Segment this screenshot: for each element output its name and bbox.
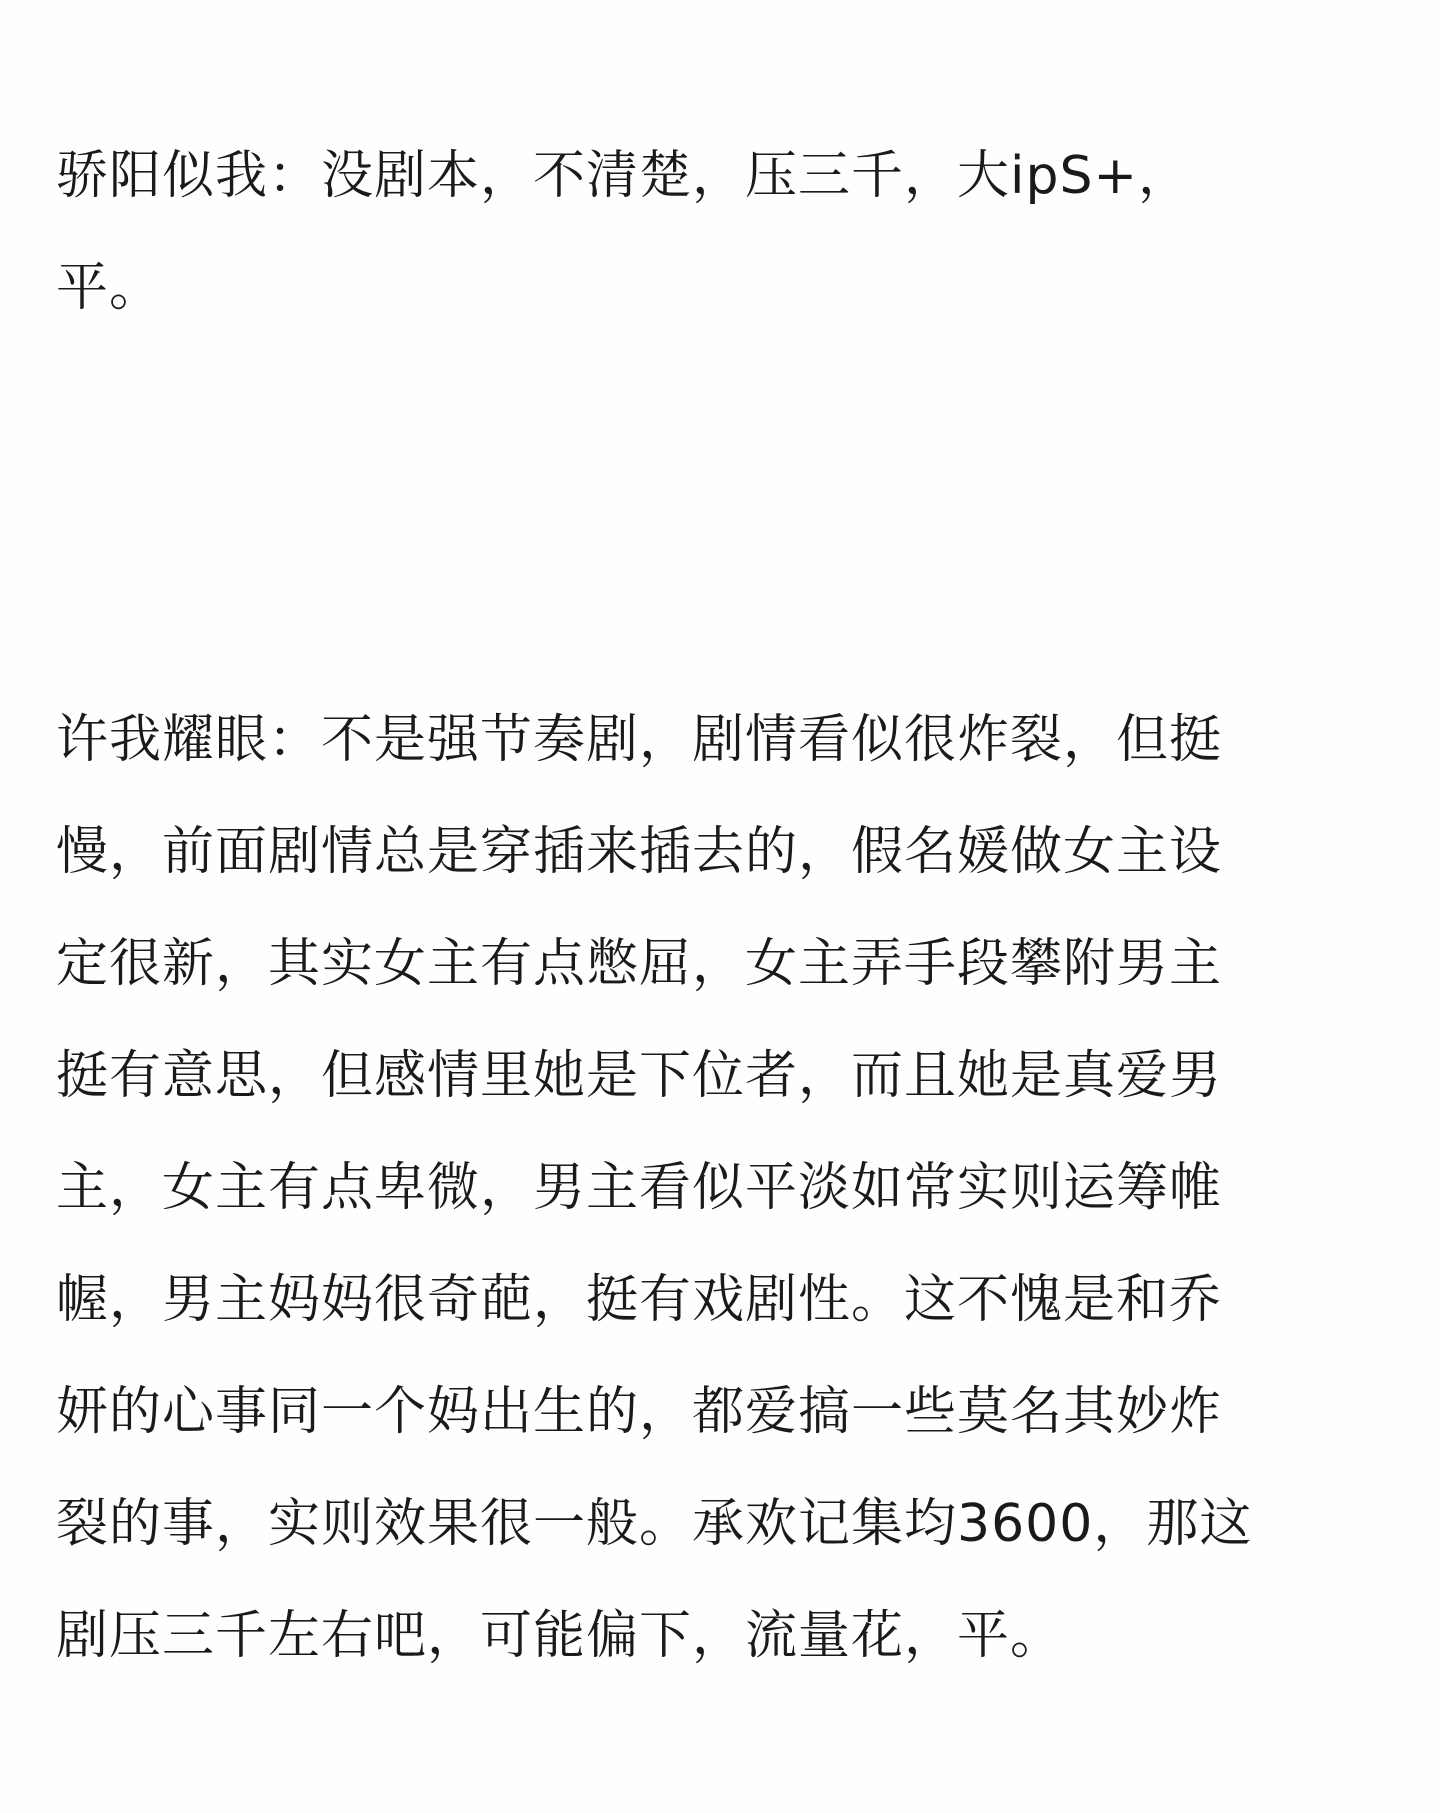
text-line: 裂的事，实则效果很一般。承欢记集均3600，那这 <box>56 1494 1253 1554</box>
text-line: 主，女主有点卑微，男主看似平淡如常实则运筹帷 <box>56 1158 1223 1218</box>
paragraph-xuwo-yaoyan <box>56 684 1386 1692</box>
text-line: 妍的心事同一个妈出生的，都爱搞一些莫名其妙炸 <box>56 1382 1223 1442</box>
text-line: 骄阳似我：没剧本，不清楚，压三千，大ipS+， <box>56 146 1192 206</box>
text-line: 慢，前面剧情总是穿插来插去的，假名媛做女主设 <box>56 822 1223 882</box>
text-line: 定很新，其实女主有点憋屈，女主弄手段攀附男主 <box>56 934 1223 994</box>
text-line: 幄，男主妈妈很奇葩，挺有戏剧性。这不愧是和乔 <box>56 1270 1223 1330</box>
text-line: 挺有意思，但感情里她是下位者，而且她是真爱男 <box>56 1046 1223 1106</box>
text-line: 平。 <box>56 258 163 318</box>
text-line: 剧压三千左右吧，可能偏下，流量花，平。 <box>56 1606 1064 1666</box>
paragraph-jiaoyang-siwo <box>56 120 1386 344</box>
text-line: 许我耀眼：不是强节奏剧，剧情看似很炸裂，但挺 <box>56 710 1223 770</box>
